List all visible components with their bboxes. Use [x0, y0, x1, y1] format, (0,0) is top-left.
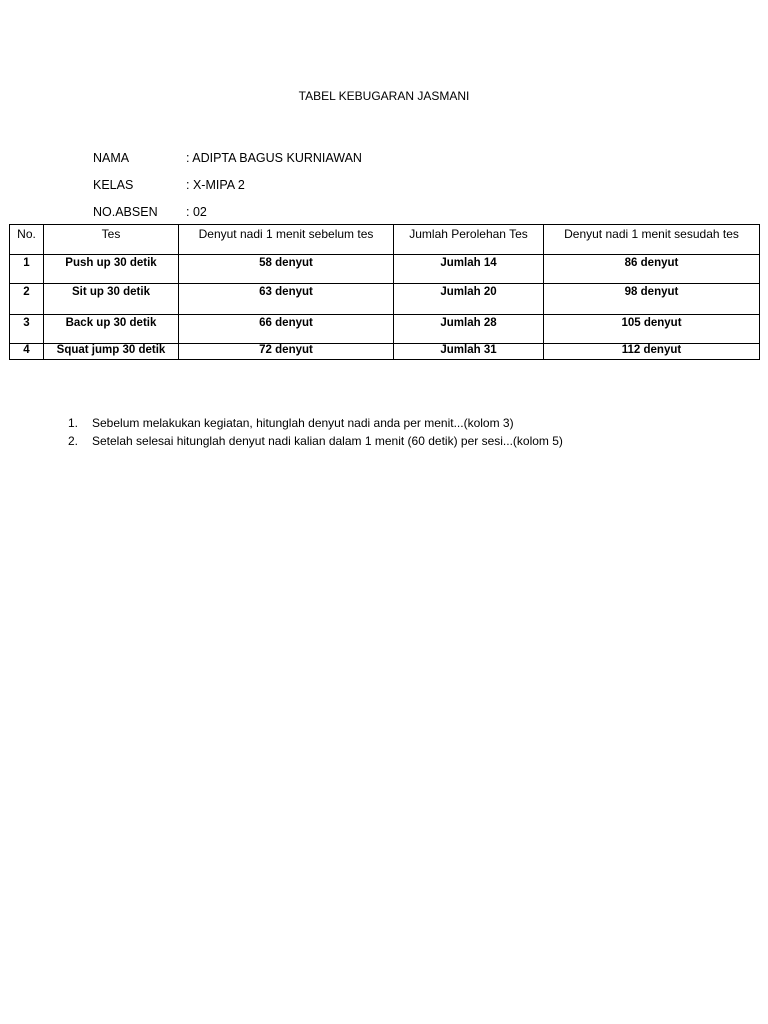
cell-test: Push up 30 detik — [44, 255, 179, 284]
cell-score: Jumlah 20 — [394, 284, 544, 315]
table-row — [10, 344, 760, 360]
cell-pulse-after: 98 denyut — [544, 284, 760, 315]
fitness-table — [9, 224, 760, 360]
page-title: TABEL KEBUGARAN JASMANI — [298, 89, 470, 103]
cell-pulse-after: 105 denyut — [544, 315, 760, 344]
info-row-nama — [93, 144, 362, 171]
cell-pulse-before: 72 denyut — [179, 344, 394, 360]
header-pulse-after: Denyut nadi 1 menit sesudah tes — [544, 225, 760, 255]
info-row-absen — [93, 198, 362, 225]
info-label: NO.ABSEN — [93, 204, 158, 219]
header-test-score: Jumlah Perolehan Tes — [394, 225, 544, 255]
cell-test: Sit up 30 detik — [44, 284, 179, 315]
info-label: KELAS — [93, 177, 134, 192]
list-item — [68, 434, 563, 452]
info-label: NAMA — [93, 150, 130, 165]
cell-test: Squat jump 30 detik — [44, 344, 179, 360]
cell-no: 1 — [10, 255, 44, 284]
info-value: : 02 — [186, 204, 207, 219]
student-info — [93, 144, 362, 225]
cell-pulse-before: 66 denyut — [179, 315, 394, 344]
cell-no: 4 — [10, 344, 44, 360]
table-row — [10, 255, 760, 284]
header-tes: Tes — [44, 225, 179, 255]
header-no: No. — [10, 225, 44, 255]
cell-test: Back up 30 detik — [44, 315, 179, 344]
cell-pulse-before: 63 denyut — [179, 284, 394, 315]
cell-no: 2 — [10, 284, 44, 315]
list-number: 2. — [68, 434, 79, 448]
info-value: : ADIPTA BAGUS KURNIAWAN — [186, 150, 362, 165]
info-row-kelas — [93, 171, 362, 198]
info-value: : X-MIPA 2 — [186, 177, 245, 192]
table-header-row — [10, 225, 760, 255]
cell-score: Jumlah 31 — [394, 344, 544, 360]
cell-score: Jumlah 14 — [394, 255, 544, 284]
cell-pulse-after: 112 denyut — [544, 344, 760, 360]
cell-pulse-before: 58 denyut — [179, 255, 394, 284]
list-text: Sebelum melakukan kegiatan, hitunglah denyut nadi anda per menit...(kolom 3) — [92, 416, 514, 430]
list-text: Setelah selesai hitunglah denyut nadi kalian dalam 1 menit (60 detik) per sesi...(kolom 5) — [92, 434, 563, 448]
list-number: 1. — [68, 416, 79, 430]
cell-score: Jumlah 28 — [394, 315, 544, 344]
table-row — [10, 315, 760, 344]
table-row — [10, 284, 760, 315]
instructions-list — [68, 416, 563, 452]
header-pulse-before: Denyut nadi 1 menit sebelum tes — [179, 225, 394, 255]
cell-pulse-after: 86 denyut — [544, 255, 760, 284]
list-item — [68, 416, 563, 434]
cell-no: 3 — [10, 315, 44, 344]
